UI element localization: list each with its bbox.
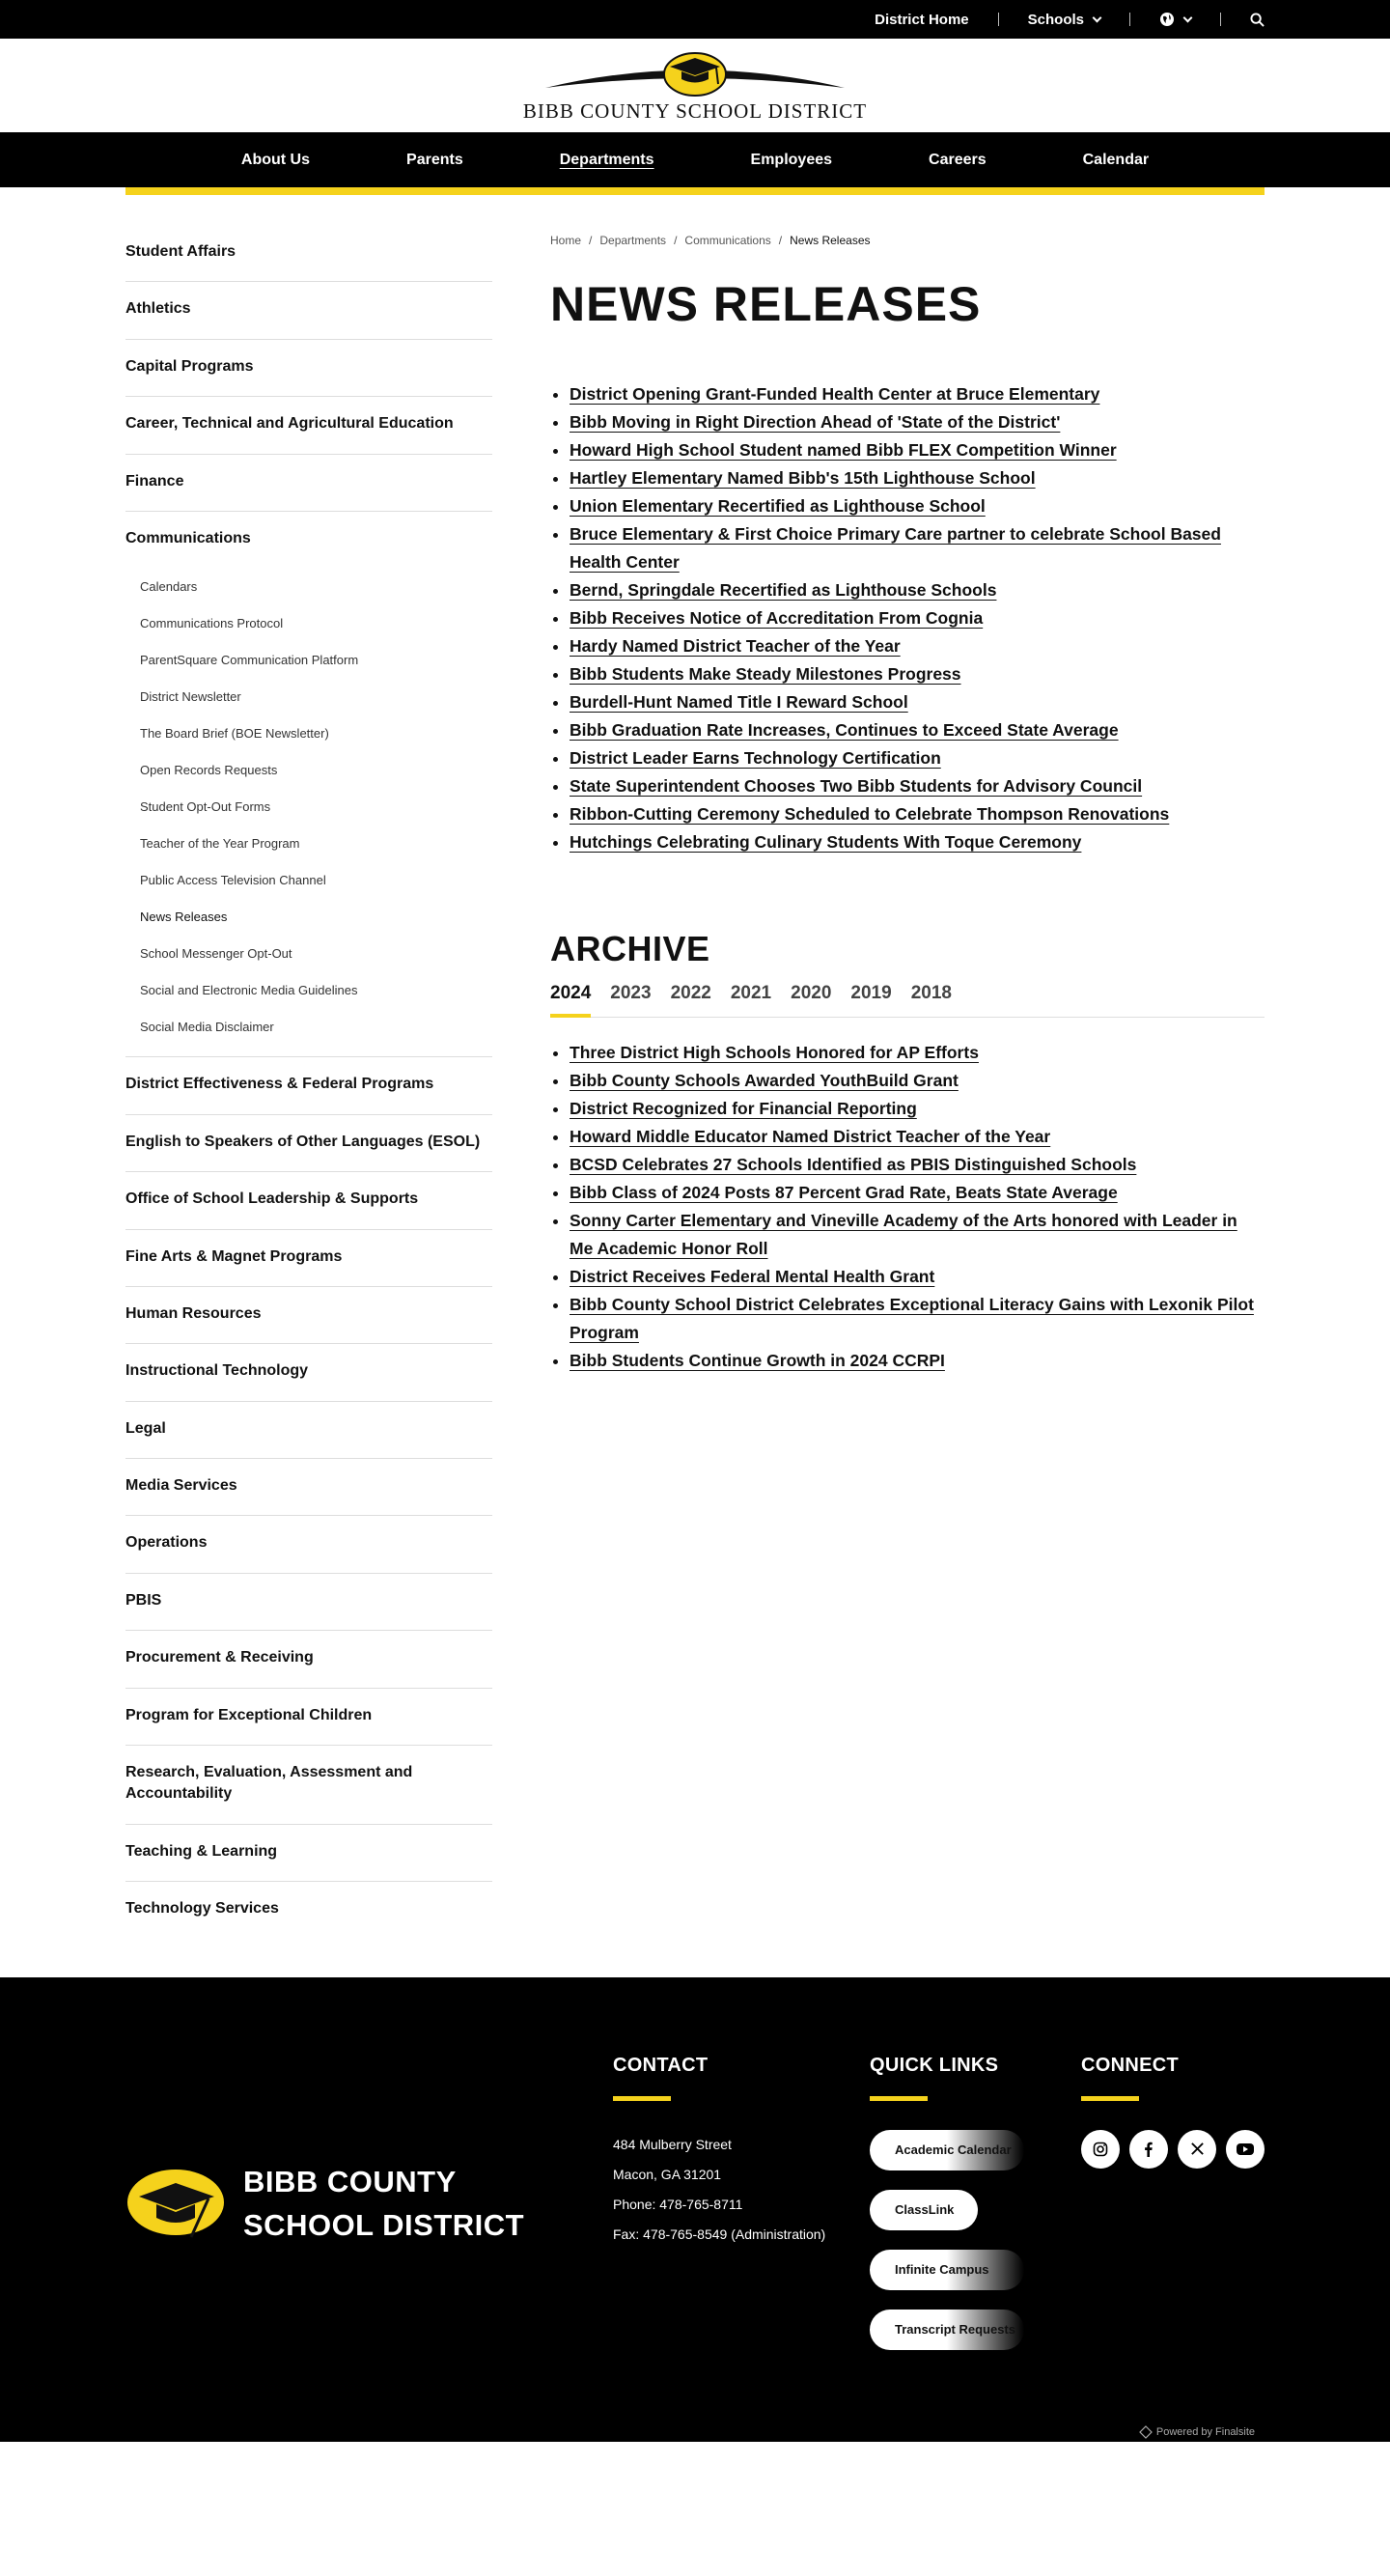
- sidebar-subitem-social-and-electronic-media-guidelines[interactable]: Social and Electronic Media Guidelines: [140, 983, 358, 998]
- breadcrumb-home[interactable]: Home: [550, 234, 582, 247]
- list-item: [570, 1263, 1265, 1291]
- sidebar-item-district-effectiveness-federal-programs[interactable]: District Effectiveness & Federal Programs: [125, 1057, 492, 1114]
- list-item: [570, 520, 1265, 576]
- news-link[interactable]: Bibb Graduation Rate Increases, Continues to Exceed State Average: [570, 720, 1119, 740]
- news-link[interactable]: Howard High School Student named Bibb FLEX Competition Winner: [570, 440, 1117, 460]
- sidebar-item-athletics[interactable]: Athletics: [125, 282, 492, 339]
- powered-by[interactable]: [1140, 2426, 1255, 2438]
- divider: [1220, 13, 1221, 26]
- news-link[interactable]: Bruce Elementary & First Choice Primary Care partner to celebrate School Based Health Center: [570, 524, 1221, 572]
- breadcrumb: [550, 234, 1265, 247]
- news-link[interactable]: District Opening Grant-Funded Health Center at Bruce Elementary: [570, 384, 1100, 404]
- district-home-link[interactable]: [875, 12, 969, 28]
- tab-2022[interactable]: 2022: [670, 983, 711, 1003]
- sidebar-item-program-for-exceptional-children[interactable]: Program for Exceptional Children: [125, 1689, 492, 1746]
- x-icon[interactable]: [1178, 2130, 1216, 2169]
- sidebar-item-capital-programs[interactable]: Capital Programs: [125, 340, 492, 397]
- list-item: [570, 744, 1265, 772]
- list-item: [570, 1123, 1265, 1151]
- list-item: [570, 772, 1265, 800]
- news-link[interactable]: Union Elementary Recertified as Lighthouse School: [570, 496, 986, 516]
- sidebar-item-student-affairs[interactable]: Student Affairs: [125, 234, 492, 282]
- heading-underline: [870, 2096, 928, 2101]
- nav-parents[interactable]: Parents: [406, 151, 463, 168]
- archive-link[interactable]: BCSD Celebrates 27 Schools Identified as PBIS Distinguished Schools: [570, 1155, 1137, 1174]
- list-item: [570, 1039, 1265, 1067]
- sidebar-item-english-to-speakers-of-other-languages-e[interactable]: English to Speakers of Other Languages (ESOL): [125, 1115, 492, 1172]
- footer: [0, 1977, 1390, 2442]
- logo-text: BIBB COUNTY SCHOOL DISTRICT: [522, 99, 868, 123]
- list-item: [570, 1347, 1265, 1375]
- news-link[interactable]: Bernd, Springdale Recertified as Lighthouse Schools: [570, 580, 997, 600]
- list-item: [570, 716, 1265, 744]
- news-link[interactable]: Hardy Named District Teacher of the Year: [570, 636, 901, 656]
- news-link[interactable]: District Leader Earns Technology Certification: [570, 748, 941, 768]
- page-title: NEWS RELEASES: [550, 277, 982, 331]
- list-item: [570, 660, 1265, 688]
- footer-name-line1: BIBB COUNTY: [243, 2164, 457, 2198]
- quick-links-heading: QUICK LINKS: [870, 2054, 999, 2076]
- finalsite-icon: [1140, 2426, 1152, 2438]
- sidebar-item-teaching-learning[interactable]: Teaching & Learning: [125, 1825, 492, 1882]
- news-link[interactable]: Burdell-Hunt Named Title I Reward School: [570, 692, 908, 712]
- sidebar-item-legal[interactable]: Legal: [125, 1402, 492, 1459]
- nav-departments[interactable]: Departments: [559, 151, 654, 168]
- sidebar-subitem-open-records-requests[interactable]: Open Records Requests: [140, 763, 278, 778]
- schools-label: Schools: [1027, 11, 1084, 28]
- breadcrumb-communications[interactable]: Communications: [684, 234, 771, 247]
- sidebar-subitem-student-opt-out-forms[interactable]: Student Opt-Out Forms: [140, 799, 271, 815]
- news-link[interactable]: Ribbon-Cutting Ceremony Scheduled to Celebrate Thompson Renovations: [570, 804, 1170, 824]
- sidebar-item-finance[interactable]: Finance: [125, 455, 492, 512]
- main-content: [492, 234, 1265, 1939]
- list-item: [570, 632, 1265, 660]
- sidebar-subitem-the-board-brief-boe-newsletter[interactable]: The Board Brief (BOE Newsletter): [140, 726, 329, 742]
- quick-link-academic-calendar[interactable]: Academic Calendar: [870, 2130, 1024, 2170]
- breadcrumb-separator: /: [589, 234, 593, 247]
- sidebar-subitem-calendars[interactable]: Calendars: [140, 579, 198, 595]
- divider: [1129, 13, 1130, 26]
- news-link[interactable]: State Superintendent Chooses Two Bibb Students for Advisory Council: [570, 776, 1143, 796]
- sidebar-item-human-resources[interactable]: Human Resources: [125, 1287, 492, 1344]
- contact-fax: Fax: 478-765-8549 (Administration): [613, 2226, 826, 2242]
- social-links: [1081, 2130, 1265, 2169]
- globe-icon: [1159, 12, 1175, 27]
- powered-by-label: Powered by Finalsite: [1155, 2425, 1255, 2438]
- footer-logo[interactable]: [125, 2161, 524, 2248]
- heading-underline: [613, 2096, 671, 2101]
- graduation-cap-logo-icon: [125, 2166, 228, 2243]
- footer-quick-links: [870, 2054, 1015, 2369]
- archive-link[interactable]: District Recognized for Financial Reporting: [570, 1099, 917, 1118]
- archive-tabs: [550, 983, 1265, 1018]
- archive-link[interactable]: Three District High Schools Honored for AP Efforts: [570, 1043, 979, 1062]
- list-item: [570, 604, 1265, 632]
- list-item: [570, 380, 1265, 408]
- sidebar-subitem-school-messenger-opt-out[interactable]: School Messenger Opt-Out: [140, 946, 292, 962]
- contact-address-line1: 484 Mulberry Street: [613, 2136, 732, 2152]
- contact-address-line2: Macon, GA 31201: [613, 2166, 722, 2182]
- list-item: [570, 1067, 1265, 1095]
- list-item: [570, 576, 1265, 604]
- list-item: [570, 828, 1265, 856]
- tab-2023[interactable]: 2023: [610, 983, 652, 1003]
- sidebar-item-fine-arts-magnet-programs[interactable]: Fine Arts & Magnet Programs: [125, 1230, 492, 1287]
- footer-contact: [613, 2055, 825, 2250]
- schools-dropdown[interactable]: [1028, 12, 1100, 28]
- list-item: [570, 800, 1265, 828]
- youtube-icon[interactable]: [1226, 2130, 1265, 2169]
- tab-2020[interactable]: 2020: [791, 983, 832, 1003]
- breadcrumb-current: News Releases: [790, 234, 871, 247]
- nav-careers[interactable]: Careers: [929, 151, 987, 168]
- search-icon: [1250, 13, 1265, 27]
- tab-2021[interactable]: 2021: [730, 983, 772, 1003]
- news-link[interactable]: Bibb Receives Notice of Accreditation From Cognia: [570, 608, 984, 628]
- sidebar-item-communications[interactable]: Communications: [125, 529, 251, 546]
- accent-bar: [125, 187, 1265, 195]
- news-link[interactable]: Hutchings Celebrating Culinary Students With Toque Ceremony: [570, 832, 1082, 852]
- sidebar-item-pbis[interactable]: PBIS: [125, 1574, 492, 1631]
- chevron-down-icon: [1183, 13, 1193, 22]
- tab-2018[interactable]: 2018: [910, 983, 952, 1003]
- footer-connect: [1081, 2055, 1265, 2169]
- list-item: [570, 464, 1265, 492]
- archive-link[interactable]: Bibb Students Continue Growth in 2024 CCRPI: [570, 1351, 945, 1370]
- search-button[interactable]: [1250, 13, 1265, 27]
- footer-district-name: [243, 2161, 524, 2248]
- utility-bar: [0, 0, 1390, 39]
- sidebar-item-operations[interactable]: Operations: [125, 1516, 492, 1573]
- sidebar-item-media-services[interactable]: Media Services: [125, 1459, 492, 1516]
- facebook-icon[interactable]: [1129, 2130, 1168, 2169]
- list-item: [570, 408, 1265, 436]
- quick-link-infinite-campus[interactable]: Infinite Campus: [870, 2250, 1024, 2290]
- logo-header: [0, 39, 1390, 132]
- archive-link[interactable]: Bibb County School District Celebrates Exceptional Literacy Gains with Lexonik Pilot Program: [570, 1295, 1254, 1342]
- sidebar-item-career-technical-and-agricultural-educat[interactable]: Career, Technical and Agricultural Education: [125, 397, 492, 454]
- main-nav: [0, 132, 1390, 187]
- archive-link[interactable]: Bibb County Schools Awarded YouthBuild Grant: [570, 1071, 959, 1090]
- list-item: [570, 688, 1265, 716]
- sidebar-subitem-district-newsletter[interactable]: District Newsletter: [140, 689, 241, 705]
- nav-about-us[interactable]: About Us: [240, 151, 311, 168]
- archive-link[interactable]: Bibb Class of 2024 Posts 87 Percent Grad Rate, Beats State Average: [570, 1183, 1118, 1202]
- list-item: [570, 1207, 1265, 1263]
- archive-link[interactable]: District Receives Federal Mental Health Grant: [570, 1267, 935, 1286]
- sidebar-item-office-of-school-leadership-supports[interactable]: Office of School Leadership & Supports: [125, 1172, 492, 1229]
- tab-2024[interactable]: 2024: [550, 983, 591, 1018]
- sidebar-subitem-news-releases[interactable]: News Releases: [140, 910, 228, 925]
- archive-title: ARCHIVE: [550, 929, 710, 968]
- sidebar-submenu-communications: [125, 568, 492, 1057]
- list-item: [570, 1151, 1265, 1179]
- breadcrumb-separator: /: [674, 234, 678, 247]
- sidebar: [125, 234, 492, 1939]
- translate-dropdown[interactable]: [1159, 12, 1191, 27]
- archive-link[interactable]: Howard Middle Educator Named District Teacher of the Year: [570, 1127, 1051, 1146]
- district-home-label: District Home: [875, 11, 969, 28]
- page-content: [125, 195, 1265, 1977]
- sidebar-subitem-social-media-disclaimer[interactable]: Social Media Disclaimer: [140, 1020, 274, 1035]
- connect-heading: CONNECT: [1081, 2054, 1179, 2076]
- sidebar-subitem-communications-protocol[interactable]: Communications Protocol: [140, 616, 284, 631]
- list-item: [570, 436, 1265, 464]
- sidebar-item-research-evaluation-assessment-and-accou[interactable]: Research, Evaluation, Assessment and Accountability: [125, 1746, 492, 1825]
- sidebar-subitem-parentsquare-communication-platform[interactable]: ParentSquare Communication Platform: [140, 653, 359, 668]
- nav-calendar[interactable]: Calendar: [1082, 151, 1150, 168]
- breadcrumb-departments[interactable]: Departments: [599, 234, 667, 247]
- sidebar-item-instructional-technology[interactable]: Instructional Technology: [125, 1344, 492, 1401]
- news-link[interactable]: Hartley Elementary Named Bibb's 15th Lighthouse School: [570, 468, 1036, 488]
- list-item: [570, 1179, 1265, 1207]
- archive-list: [550, 1039, 1265, 1375]
- divider: [998, 13, 999, 26]
- quick-link-classlink[interactable]: ClassLink: [870, 2190, 978, 2230]
- breadcrumb-separator: /: [778, 234, 783, 247]
- contact-heading: CONTACT: [613, 2054, 709, 2076]
- chevron-down-icon: [1093, 13, 1102, 22]
- sidebar-item-technology-services[interactable]: Technology Services: [125, 1900, 279, 1918]
- instagram-icon[interactable]: [1081, 2130, 1120, 2169]
- list-item: [570, 492, 1265, 520]
- list-item: [570, 1095, 1265, 1123]
- contact-phone[interactable]: Phone: 478-765-8711: [613, 2196, 743, 2212]
- archive-link[interactable]: Sonny Carter Elementary and Vineville Academy of the Arts honored with Leader in Me Academic Honor Roll: [570, 1211, 1237, 1258]
- graduation-cap-logo-icon: [541, 47, 849, 98]
- news-link[interactable]: Bibb Students Make Steady Milestones Progress: [570, 664, 961, 684]
- quick-link-transcript-requests[interactable]: Transcript Requests: [870, 2310, 1024, 2350]
- footer-name-line2: SCHOOL DISTRICT: [243, 2207, 525, 2242]
- sidebar-subitem-teacher-of-the-year-program[interactable]: Teacher of the Year Program: [140, 836, 300, 852]
- nav-employees[interactable]: Employees: [750, 151, 833, 168]
- district-logo[interactable]: [523, 47, 867, 124]
- sidebar-subitem-public-access-television-channel[interactable]: Public Access Television Channel: [140, 873, 326, 888]
- news-link[interactable]: Bibb Moving in Right Direction Ahead of 'State of the District': [570, 412, 1061, 432]
- news-list: [550, 380, 1265, 856]
- sidebar-item-procurement-receiving[interactable]: Procurement & Receiving: [125, 1631, 492, 1688]
- heading-underline: [1081, 2096, 1139, 2101]
- list-item: [570, 1291, 1265, 1347]
- tab-2019[interactable]: 2019: [850, 983, 892, 1003]
